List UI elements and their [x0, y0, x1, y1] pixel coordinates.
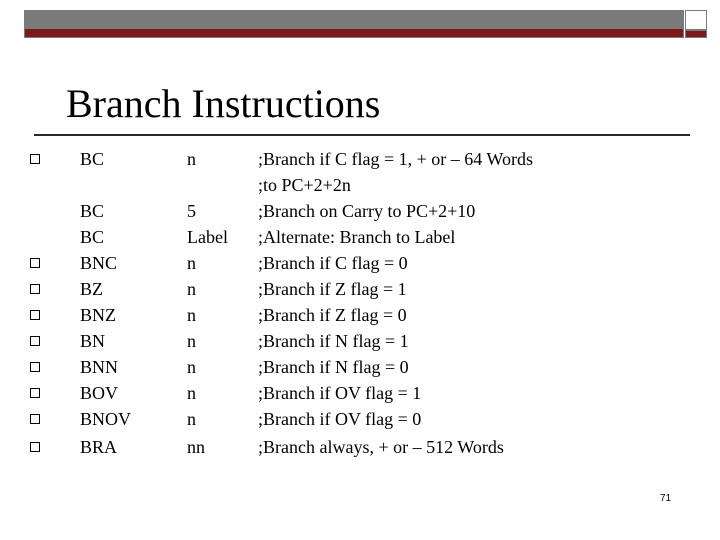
comment: ;Branch if Z flag = 0: [258, 305, 407, 325]
operand: 5: [187, 201, 196, 221]
instruction-row: [0, 224, 720, 250]
operand: n: [187, 409, 196, 429]
instruction-row: [0, 172, 720, 198]
mnemonic: BZ: [80, 279, 104, 299]
instruction-row: [0, 406, 720, 432]
comment: ;Branch on Carry to PC+2+10: [258, 201, 476, 221]
operand: n: [187, 253, 196, 273]
header-band-gray: [25, 11, 683, 31]
slide-title: Branch Instructions: [66, 81, 381, 126]
instruction-row: [0, 276, 720, 302]
operand: n: [187, 383, 196, 403]
bullet-square-icon: [30, 414, 40, 424]
mnemonic: BC: [80, 227, 105, 247]
title-divider: [34, 134, 690, 136]
bullet-square-icon: [30, 388, 40, 398]
instruction-row: [0, 146, 720, 172]
comment: ;Branch if OV flag = 0: [258, 409, 422, 429]
instruction-row: [0, 250, 720, 276]
instruction-row: [0, 198, 720, 224]
mnemonic: BOV: [80, 383, 119, 403]
instruction-row: [0, 434, 720, 460]
corner-square-white: [685, 10, 707, 30]
mnemonic: BNZ: [80, 305, 116, 325]
comment: ;Branch if N flag = 1: [258, 331, 409, 351]
page-number: 71: [660, 493, 672, 504]
comment: ;Branch if C flag = 1, + or – 64 Words: [258, 149, 533, 169]
bullet-square-icon: [30, 336, 40, 346]
instruction-row: [0, 380, 720, 406]
operand: n: [187, 331, 196, 351]
bullet-square-icon: [30, 310, 40, 320]
header-band-corner: [685, 10, 707, 38]
header-band: [24, 10, 684, 38]
operand: Label: [187, 227, 228, 247]
bullet-square-icon: [30, 284, 40, 294]
operand: n: [187, 149, 196, 169]
comment: ;Branch if C flag = 0: [258, 253, 408, 273]
bullet-square-icon: [30, 442, 40, 452]
mnemonic: BC: [80, 201, 105, 221]
operand: nn: [187, 437, 205, 457]
instruction-row: [0, 302, 720, 328]
comment: ;Branch if Z flag = 1: [258, 279, 407, 299]
mnemonic: BN: [80, 331, 106, 351]
instruction-row: [0, 328, 720, 354]
bullet-square-icon: [30, 258, 40, 268]
mnemonic: BNOV: [80, 409, 132, 429]
operand: n: [187, 305, 196, 325]
corner-square-red: [685, 30, 707, 38]
comment: ;Branch always, + or – 512 Words: [258, 437, 504, 457]
mnemonic: BC: [80, 149, 105, 169]
comment: ;to PC+2+2n: [258, 175, 351, 195]
bullet-square-icon: [30, 362, 40, 372]
comment: ;Branch if OV flag = 1: [258, 383, 422, 403]
mnemonic: BNN: [80, 357, 119, 377]
operand: n: [187, 357, 196, 377]
comment: ;Alternate: Branch to Label: [258, 227, 456, 247]
instruction-row: [0, 354, 720, 380]
header-band-red: [25, 29, 683, 37]
comment: ;Branch if N flag = 0: [258, 357, 409, 377]
operand: n: [187, 279, 196, 299]
mnemonic: BNC: [80, 253, 118, 273]
bullet-square-icon: [30, 154, 40, 164]
mnemonic: BRA: [80, 437, 118, 457]
